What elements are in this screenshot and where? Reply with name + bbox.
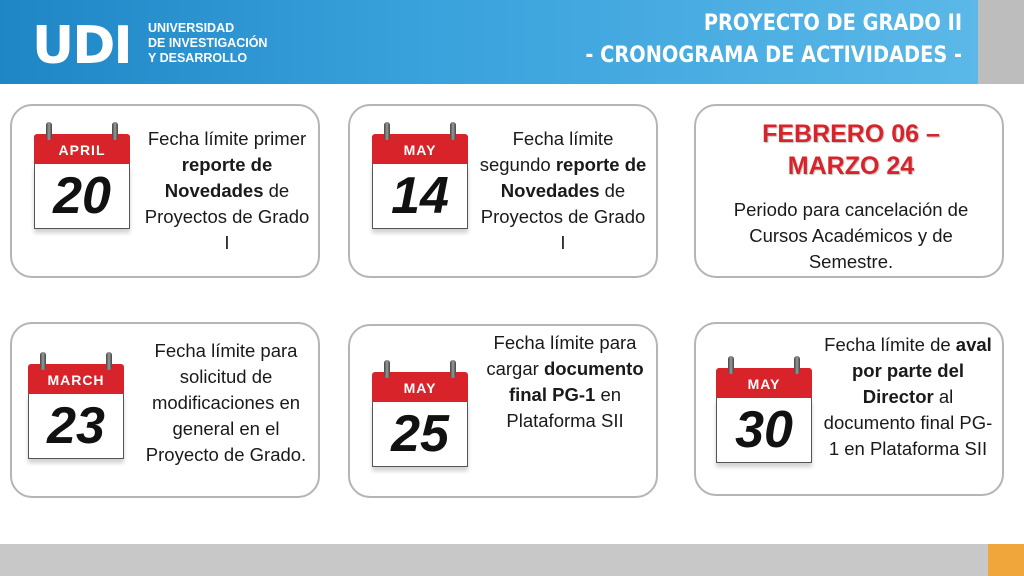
text-part: Fecha límite segundo [479, 128, 614, 175]
card-cancellation-period [694, 104, 1004, 278]
card-april-20 [10, 104, 320, 278]
calendar-month: MAY [372, 372, 468, 402]
period-heading: FEBRERO 06 – MARZO 24 [762, 120, 940, 180]
card-text: Periodo para cancelación de Cursos Académicos y de Semestre. [733, 199, 969, 272]
text-part: Fecha límite de [824, 334, 956, 355]
text-bold: reporte de Novedades [500, 154, 647, 201]
card-may-30 [694, 322, 1004, 496]
text-bold: aval por parte del Director [851, 334, 992, 407]
calendar-day: 25 [372, 402, 468, 467]
logo-text [148, 21, 267, 66]
footer-accent [988, 544, 1024, 576]
logo-line-2: DE INVESTIGACIÓN [148, 36, 268, 50]
text-part: en Plataforma SII [506, 384, 624, 431]
calendar-month: MARCH [28, 364, 124, 394]
text-part: Fecha límite primer [147, 128, 307, 149]
card-text: Fecha límite para solicitud de modificaciones en general en el Proyecto de Grado. [145, 340, 307, 465]
udi-logo: UDI [32, 16, 131, 76]
text-part: de Proyectos de Grado I [144, 180, 310, 253]
calendar-day: 14 [372, 164, 468, 229]
card-text [822, 332, 994, 462]
logo-line-1: UNIVERSIDAD [148, 21, 235, 35]
calendar-month: MAY [716, 368, 812, 398]
card-text [478, 126, 648, 256]
logo-line-3: Y DESARROLLO [148, 51, 248, 65]
title-line-2: - CRONOGRAMA DE ACTIVIDADES - [585, 43, 962, 68]
text-bold: reporte de Novedades [164, 154, 273, 201]
calendar-day: 20 [34, 164, 130, 229]
page-title [585, 8, 962, 72]
calendar-day: 30 [716, 398, 812, 463]
header-side-block [978, 0, 1024, 84]
text-bold: documento final PG-1 [508, 358, 644, 405]
card-text [480, 330, 650, 434]
calendar-day: 23 [28, 394, 124, 459]
card-march-23 [10, 322, 320, 498]
calendar-month: APRIL [34, 134, 130, 164]
card-text [142, 126, 312, 256]
card-may-14 [348, 104, 658, 278]
text-part: de Proyectos de Grado I [480, 180, 646, 253]
text-part: al documento final PG-1 en Plataforma SII [823, 386, 993, 459]
footer-bar [0, 544, 988, 576]
title-line-1: PROYECTO DE GRADO II [703, 11, 962, 36]
text-part: Fecha límite para cargar [486, 332, 637, 379]
card-may-25 [348, 324, 658, 498]
calendar-month: MAY [372, 134, 468, 164]
